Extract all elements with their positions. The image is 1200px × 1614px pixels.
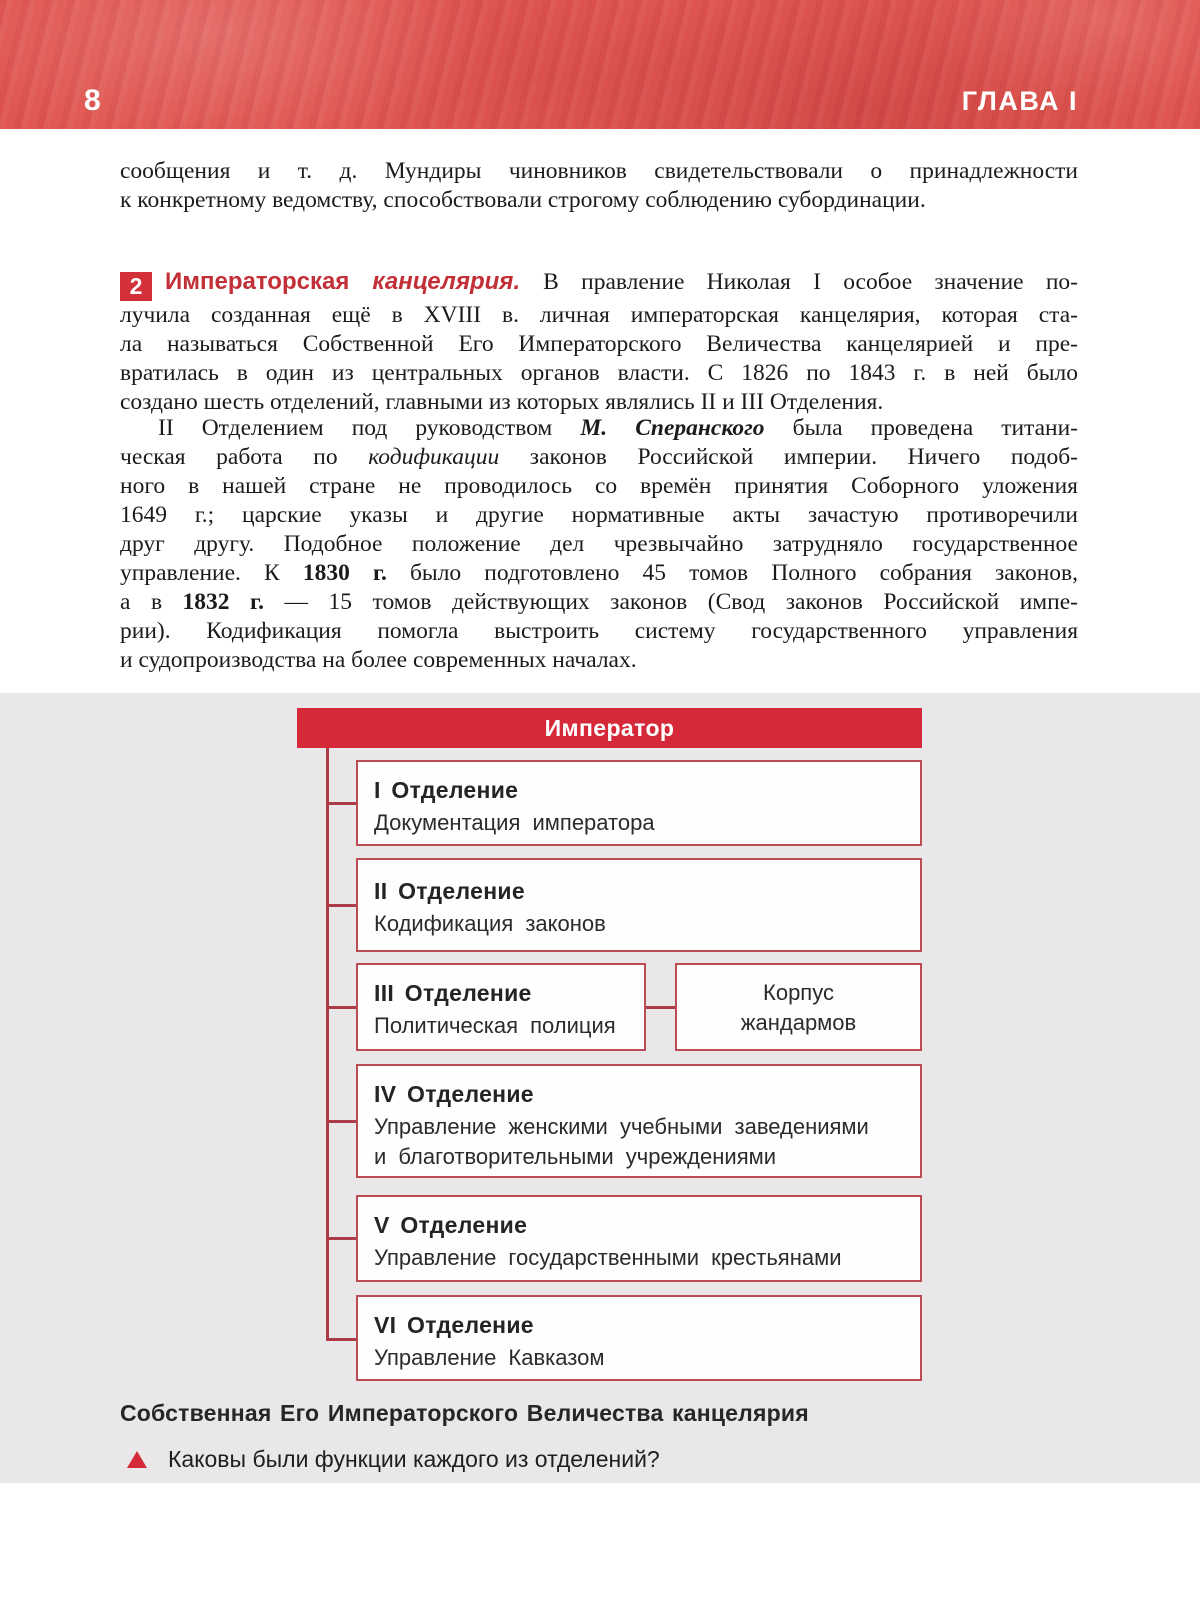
text-segment: была проведена титани- xyxy=(764,415,1079,441)
text-segment: создано шесть отделений, главными из которых являлись II и III Отделения. xyxy=(120,389,884,415)
desc-line: Управление женскими учебными заведениями xyxy=(374,1114,869,1139)
paragraph-chancellery-rest xyxy=(120,301,1078,417)
text-segment: ческая работа по xyxy=(120,444,369,470)
text-segment: сообщения и т. д. Мундиры чиновников свидетельствовали о принадлежности xyxy=(120,158,1078,184)
connector-stub-2 xyxy=(326,904,358,907)
text-segment: управление. К xyxy=(120,560,303,586)
text-line xyxy=(120,501,1078,530)
text-segment: а в xyxy=(120,589,183,615)
text-segment: рии). Кодификация помогла выстроить систему государственного управления xyxy=(120,618,1078,644)
triangle-icon xyxy=(127,1451,147,1468)
section-heading xyxy=(165,269,1078,295)
department-box-6 xyxy=(356,1295,922,1381)
department-title: IV Отделение xyxy=(374,1081,534,1107)
text-segment: законов Российской империи. Ничего подоб- xyxy=(499,444,1078,470)
text-line xyxy=(120,617,1078,646)
text-segment: лучила созданная ещё в XVIII в. личная императорская канцелярия, которая ста- xyxy=(120,302,1078,328)
text-line xyxy=(120,301,1078,330)
section-number-badge: 2 xyxy=(120,272,152,301)
connector-stub-5 xyxy=(326,1237,358,1240)
text-line xyxy=(120,388,1078,417)
chapter-header-band xyxy=(0,0,1200,129)
department-box-5 xyxy=(356,1195,922,1282)
text-line xyxy=(120,186,1078,215)
text-line xyxy=(120,588,1078,617)
text-segment: к конкретному ведомству, способствовали строгому соблюдению субординации. xyxy=(120,187,926,213)
paragraph-speransky xyxy=(120,414,1078,675)
diagram-caption: Собственная Его Императорского Величества канцелярия xyxy=(120,1400,809,1426)
department-desc: Управление Кавказом xyxy=(374,1345,605,1370)
text-segment: вратилась в один из центральных органов власти. С 1826 по 1843 г. в ней было xyxy=(120,360,1078,386)
text-segment: — 15 томов действующих законов (Свод законов Российской импе- xyxy=(263,589,1078,615)
department-box-2 xyxy=(356,858,922,952)
department-desc: Политическая полиция xyxy=(374,1013,616,1038)
text-line xyxy=(120,267,1078,301)
department-title: II Отделение xyxy=(374,878,525,904)
text-segment: кодификации xyxy=(368,444,500,470)
text-segment: ла называться Собственной Его Императорского Величества канцелярией и пре- xyxy=(120,331,1078,357)
text-line xyxy=(120,359,1078,388)
department-box-3 xyxy=(356,963,646,1051)
text-segment: 1649 г.; царские указы и другие нормативные акты зачастую противоречили xyxy=(120,502,1078,528)
text-line xyxy=(120,646,1078,675)
department-title: VI Отделение xyxy=(374,1312,534,1338)
paragraph-chancellery xyxy=(120,267,1078,417)
text-segment: Императорская xyxy=(165,268,373,295)
gendarme-corps-box xyxy=(675,963,922,1051)
page-number: 8 xyxy=(84,84,101,117)
department-box-1 xyxy=(356,760,922,846)
review-question-row xyxy=(127,1446,660,1473)
text-segment: канцелярия. xyxy=(372,268,544,295)
department-title: V Отделение xyxy=(374,1212,528,1238)
gendarme-line: жандармов xyxy=(740,1010,857,1035)
department-title: I Отделение xyxy=(374,777,519,803)
text-segment: В правление Николая I особое значение по- xyxy=(543,269,1078,295)
department-desc: Документация императора xyxy=(374,810,655,835)
chapter-label: ГЛАВА I xyxy=(961,86,1078,116)
review-question-text: Каковы были функции каждого из отделений? xyxy=(168,1446,660,1472)
text-line xyxy=(120,157,1078,186)
department-desc xyxy=(374,1112,902,1172)
text-segment: друг другу. Подобное положение дел чрезвычайно затрудняло государственное xyxy=(120,531,1078,557)
diagram-panel xyxy=(0,693,1200,1483)
text-line xyxy=(120,472,1078,501)
connector-stub-6 xyxy=(326,1338,358,1341)
text-line xyxy=(120,443,1078,472)
text-segment: было подготовлено 45 томов Полного собрания законов, xyxy=(386,560,1078,586)
text-segment: и судопроизводства на более современных началах. xyxy=(120,647,637,673)
side-connector-line xyxy=(646,1006,675,1009)
department-box-4 xyxy=(356,1064,922,1178)
paragraph-uniforms xyxy=(120,157,1078,215)
text-segment: ного в нашей стране не проводилось со времён принятия Соборного уложения xyxy=(120,473,1078,499)
desc-line: и благотворительными учреждениями xyxy=(374,1144,777,1169)
text-segment: II Отделением под руководством xyxy=(158,415,581,441)
text-line xyxy=(120,530,1078,559)
text-segment: 1832 г. xyxy=(182,589,264,615)
diagram-root-box: Император xyxy=(297,708,922,748)
connector-stub-4 xyxy=(326,1120,358,1123)
text-line xyxy=(120,330,1078,359)
department-desc: Управление государственными крестьянами xyxy=(374,1245,842,1270)
text-segment: 1830 г. xyxy=(302,560,387,586)
text-line xyxy=(120,414,1078,443)
department-desc: Кодификация законов xyxy=(374,911,606,936)
text-line xyxy=(120,559,1078,588)
gendarme-line: Корпус xyxy=(763,980,834,1005)
department-title: III Отделение xyxy=(374,980,532,1006)
connector-stub-1 xyxy=(326,802,358,805)
text-segment: М. Сперанского xyxy=(580,415,765,441)
vertical-connector-line xyxy=(326,748,329,1341)
connector-stub-3 xyxy=(326,1006,358,1009)
